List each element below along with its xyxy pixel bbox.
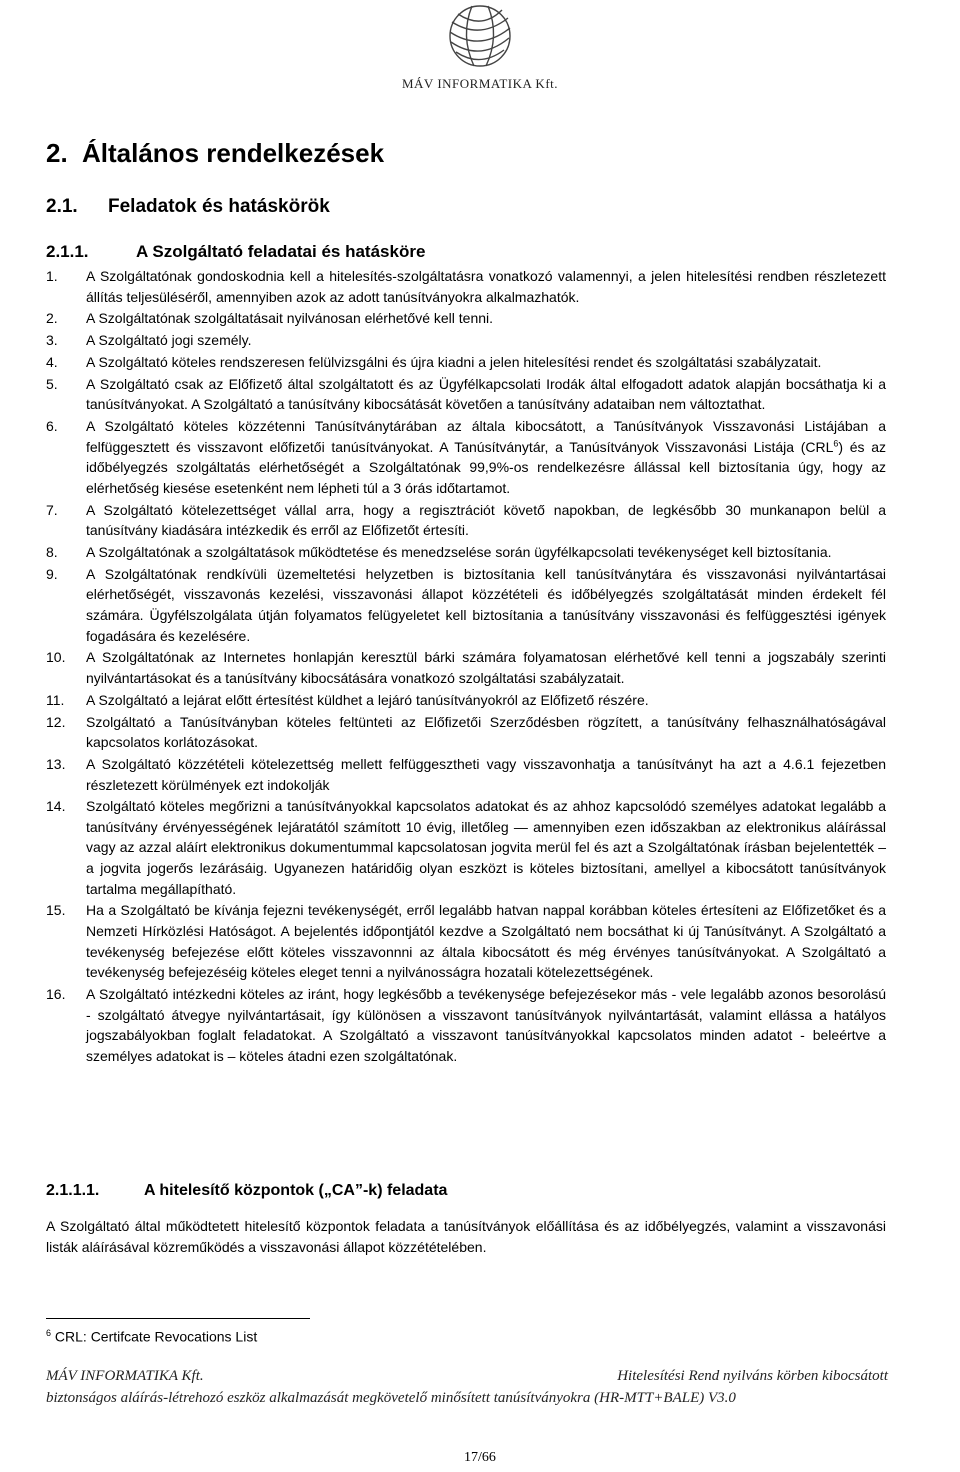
item-number: 9.: [46, 565, 58, 582]
item-number: 13.: [46, 755, 66, 772]
item-number: 11.: [46, 691, 65, 708]
footnote-text: CRL: Certifcate Revocations List: [54, 1328, 258, 1345]
heading-3-number: 2.1.1.: [46, 242, 89, 261]
heading-3-text: A Szolgáltató feladatai és hatásköre: [136, 242, 426, 261]
list-item: [46, 330, 886, 351]
list-item: [46, 416, 886, 498]
list-item: [46, 542, 886, 563]
list-item: [46, 352, 886, 373]
item-text: Ha a Szolgáltató be kívánja fejezni tevékenységét, erről legalább hatvan nappal korábban köteles értesíteni az Előfizetőket és a Nemzeti Hírközlési Hatóságot. A bejelentés időpontjától kezdve a Szolgáltató nem bocsáthat ki új Tanúsítványt. A Szolgáltató a tevékenység befejezése előtt köteles visszavonnni az általa kibocsátott és még érvényes tanúsítványokat. A Szolgáltató a tevékenység befejezéséig köteles eleget tenni a nyilvánosságra hozatali kötelezettségének.: [86, 902, 886, 981]
heading-2-text: Feladatok és hatáskörök: [108, 196, 330, 217]
item-number: 3.: [46, 332, 58, 349]
item-text: A Szolgáltatónak rendkívüli üzemeltetési helyzetben is biztosítania kell tanúsítványtára és visszavonási nyilvántartásai elérhetőségét, visszavonás kezelési, visszavonási állapot közzétételi és időbélyegzés szolgáltatását minden érdekelt fél számára. Ügyfélszolgálata útján folyamatos felügyeletet kell biztosítania a tanúsítvány visszavonási és felfüggesztési igények fogadására és kezelésére.: [86, 565, 886, 644]
heading-1-number: 2.: [46, 138, 68, 168]
body-paragraph: A Szolgáltató által működtetett hitelesítő központok feladata a tanúsítványok előállítása és az időbélyegzés, valamint a visszavonási listák aláírásával közreműködés a visszavonási állapot közzétételében.: [46, 1218, 886, 1255]
heading-2: [46, 196, 330, 218]
item-number: 10.: [46, 649, 66, 666]
item-number: 15.: [46, 902, 66, 919]
list-item: [46, 796, 886, 899]
list-item: [46, 712, 886, 753]
list-item: [46, 647, 886, 688]
item-number: 6.: [46, 418, 58, 435]
footnote-divider: [46, 1318, 310, 1319]
logo-text: MÁV INFORMATIKA Kft.: [401, 76, 559, 91]
footer-line-2: biztonságos aláírás-létrehozó eszköz alkalmazását megkövetelő minősített tanúsítványokra (HR-MTT+BALE) V3.0: [46, 1390, 736, 1406]
item-number: 14.: [46, 798, 66, 815]
item-text: A Szolgáltató jogi személy.: [86, 332, 252, 349]
item-number: 7.: [46, 501, 58, 518]
footnote-number: 6: [46, 1328, 52, 1338]
item-text: A Szolgáltatónak az Internetes honlapján keresztül bárki számára folyamatosan elérhetővé kell tenni a jogszabály szerinti nyilvántartásokat és a tanúsítvány kibocsátására vonatkozó szolgáltatási szabályzatait.: [86, 649, 886, 686]
list-item: [46, 984, 886, 1066]
item-text: A Szolgáltató a lejárat előtt értesítést küldhet a lejáró tanúsítványokról az Előfizető részére.: [86, 691, 649, 708]
heading-3: [46, 242, 425, 262]
item-number: 12.: [46, 713, 66, 730]
footer-company: MÁV INFORMATIKA Kft.: [46, 1368, 204, 1384]
heading-4-number: 2.1.1.1.: [46, 1182, 100, 1199]
item-text: Szolgáltató a Tanúsítványban köteles feltünteti az Előfizetői Szerződésben rögzített, a tanúsítvány felhasználhatóságával kapcsolatos korlátozásokat.: [86, 713, 886, 751]
duties-list: [46, 266, 886, 1068]
list-item: [46, 564, 886, 646]
heading-4: [46, 1182, 447, 1200]
heading-2-number: 2.1.: [46, 196, 78, 217]
heading-1-text: Általános rendelkezések: [82, 138, 385, 168]
company-logo: [380, 0, 580, 100]
footer-doc-title: Hitelesítési Rend nyilváns körben kibocsátott: [617, 1368, 888, 1384]
item-text-part: ) és az időbélyegzés szolgáltatás elérhetőségét a Szolgáltatónak 99,9%-os rendelkezésre állással kell biztosítania úgy, hogy az elérhetőség kiesése esetenként nem lépheti túl a 3 órás időtartamot.: [86, 438, 887, 496]
item-number: 8.: [46, 544, 58, 561]
heading-4-text: A hitelesítő központok („CA”-k) feladata: [144, 1182, 448, 1199]
item-number: 1.: [46, 268, 58, 284]
footnote-ref: 6: [833, 438, 839, 449]
item-number: 4.: [46, 353, 58, 370]
item-text: A Szolgáltató csak az Előfizető által szolgáltatott és az Ügyfélkapcsolati Irodák által elfogadott adatok alapján bocsáthatja ki a tanúsítványokat. A Szolgáltató a tanúsítvány kibocsátását követően a tanúsítvány adataiban nem változtathat.: [86, 375, 886, 413]
item-text: A Szolgáltató intézkedni köteles az iránt, hogy legkésőbb a tevékenysége befejezésekor más - vele legalább azonos besorolású - szolgáltató átvegye nyilvántartásait, így különösen a visszavont tanúsítványok nyilvántartását, valamint ellássa a hatályos jogszabályokban foglalt feladatokat. A Szolgáltató a visszavont tanúsítványokkal kapcsolatos minden adatot - beleértve a személyes adatokat is – köteles átadni ezen szolgáltatónak.: [86, 986, 886, 1064]
footer-line-1: [46, 1368, 914, 1385]
list-item: [46, 266, 886, 307]
page-number: 17/66: [464, 1450, 496, 1465]
item-text: A Szolgáltatónak a szolgáltatások működtetése és menedzselése során ügyfélkapcsolati tevékenységet kell biztosítania.: [86, 544, 832, 561]
globe-icon: [420, 0, 540, 76]
list-item: [46, 500, 886, 541]
item-text: A Szolgáltatónak gondoskodnia kell a hitelesítés-szolgáltatásra vonatkozó valamennyi, a jelen hitelesítési rendben részletezett állítás teljesüléséről, amennyiben azok az adott tanúsítványokra alkalmazhatók.: [86, 268, 886, 305]
footnote: [46, 1328, 257, 1345]
item-text: A Szolgáltató kötelezettséget vállal arra, hogy a regisztrációt követő napokban, de legkésőbb 30 munkanapon belül a tanúsítvány kiadására intézkedik és erről az Előfizetőt értesíti.: [86, 501, 886, 539]
item-number: 16.: [46, 986, 66, 1002]
heading-1: [46, 138, 384, 169]
item-text: A Szolgáltató közzétételi kötelezettség mellett felfüggesztheti vagy visszavonhatja a tanúsítványt ha azt a 4.6.1 fejezetben részletezett körülmények ezt indokolják: [86, 755, 886, 793]
item-number: 5.: [46, 375, 58, 392]
list-item: [46, 374, 886, 415]
list-item: [46, 690, 886, 711]
item-text-part: A Szolgáltató köteles közzétenni Tanúsítványtárában az általa kibocsátott, a Tanúsítványok Visszavonási Listájában a felfüggesztett és visszavont előfizetői tanúsítványokat. A Tanúsítványtár, a Tanúsítványok Visszavonási Listája (CRL: [86, 418, 886, 455]
item-text: A Szolgáltatónak szolgáltatásait nyilvánosan elérhetővé kell tenni.: [86, 310, 494, 327]
list-item: [46, 900, 886, 982]
list-item: [46, 754, 886, 795]
item-number: 2.: [46, 310, 58, 327]
item-text: A Szolgáltató köteles rendszeresen felülvizsgálni és újra kiadni a jelen hitelesítési rendet és szolgáltatási szabályzatait.: [86, 353, 822, 370]
list-item: [46, 308, 886, 329]
item-text: Szolgáltató köteles megőrizni a tanúsítványokkal kapcsolatos adatokat és az ahhoz kapcsolódó személyes adatokat legalább a tanúsítvány érvényességének lejáratától számított 10 évig, illetőleg — amennyiben ezen időszakban az elektronikus aláírással vagy az azzal aláírt elektronikus dokumentummal kapcsolatosan jogvita merül fel és azt a Szolgáltatónak írásban bejelentették – a jogvita jogerős lezárásáig. Ugyanezen határidőig olyan eszközt is köteles biztosítani, amellyel a kibocsátott tanúsítványok tartalma megállapítható.: [86, 798, 886, 897]
item-text: [86, 416, 886, 498]
